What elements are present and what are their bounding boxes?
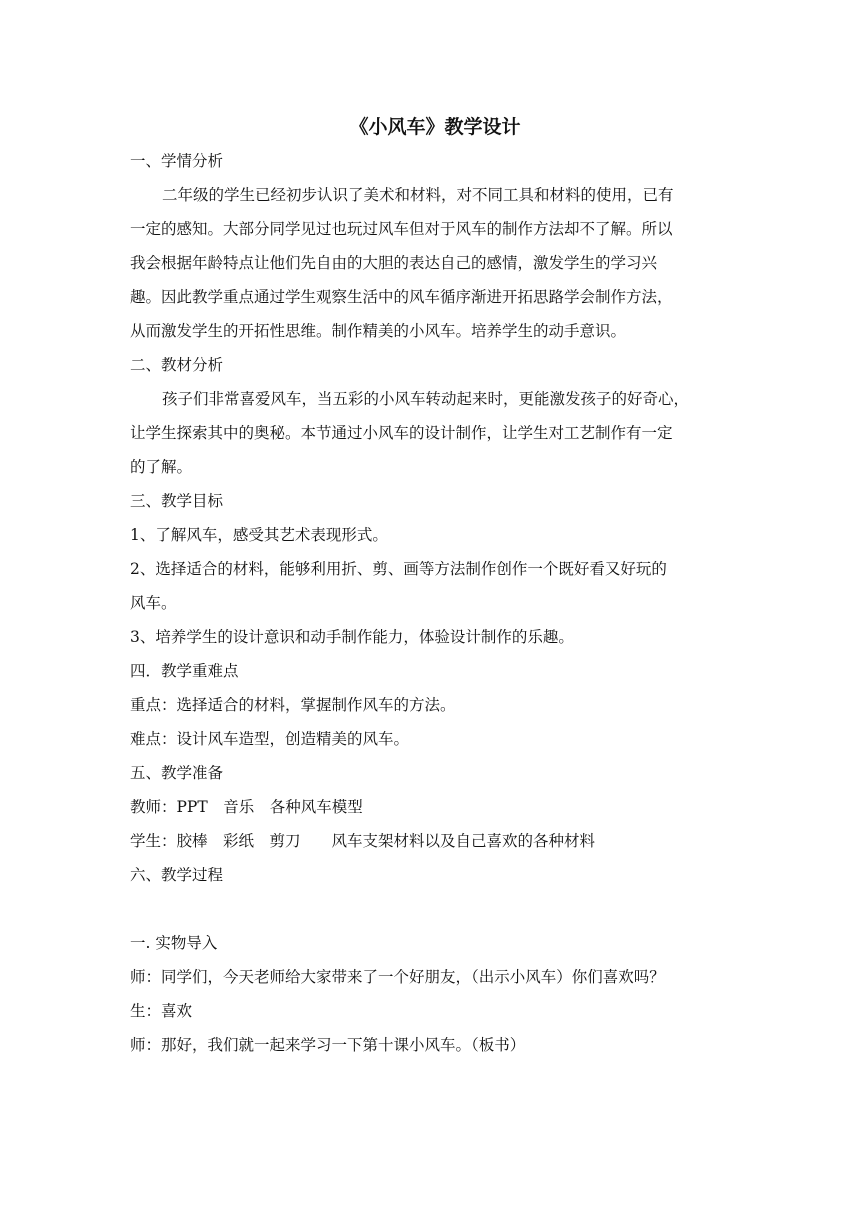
paragraph-line: 孩子们非常喜爱风车，当五彩的小风车转动起来时，更能激发孩子的好奇心， xyxy=(162,390,690,408)
dialogue-teacher: 师：同学们，今天老师给大家带来了一个好朋友，（出示小风车）你们喜欢吗？ xyxy=(130,968,665,986)
goal-item: 1、了解风车，感受其艺术表现形式。 xyxy=(130,526,388,544)
difficult-point: 难点：设计风车造型，创造精美的风车。 xyxy=(130,730,410,748)
paragraph-line: 一定的感知。大部分同学见过也玩过风车但对于风车的制作方法却不了解。所以 xyxy=(130,220,673,238)
document-title: 《小风车》教学设计 xyxy=(349,116,521,138)
key-point: 重点：选择适合的材料，掌握制作风车的方法。 xyxy=(130,696,456,714)
goal-item: 2、选择适合的材料，能够利用折、剪、画等方法制作创作一个既好看又好玩的 xyxy=(130,560,667,578)
paragraph-line: 的了解。 xyxy=(130,458,193,476)
section-heading-teaching-goals: 三、教学目标 xyxy=(130,492,224,510)
paragraph-line: 让学生探索其中的奥秘。本节通过小风车的设计制作，让学生对工艺制作有一定 xyxy=(130,424,673,442)
section-heading-learner-analysis: 一、学情分析 xyxy=(130,152,224,170)
teacher-preparation: 教师：PPT 音乐 各种风车模型 xyxy=(130,798,363,816)
section-heading-key-points: 四．教学重难点 xyxy=(130,662,239,680)
paragraph-line: 我会根据年龄特点让他们先自由的大胆的表达自己的感情，激发学生的学习兴 xyxy=(130,254,658,272)
document-page xyxy=(130,110,740,1062)
goal-item: 3、培养学生的设计意识和动手制作能力，体验设计制作的乐趣。 xyxy=(130,628,574,646)
section-heading-preparation: 五、教学准备 xyxy=(130,764,224,782)
section-heading-material-analysis: 二、教材分析 xyxy=(130,356,224,374)
section-heading-process: 六、教学过程 xyxy=(130,866,224,884)
student-preparation: 学生：胶棒 彩纸 剪刀 风车支架材料以及自己喜欢的各种材料 xyxy=(130,832,596,850)
paragraph-line: 二年级的学生已经初步认识了美术和材料，对不同工具和材料的使用，已有 xyxy=(162,186,674,204)
process-step-heading: 一. 实物导入 xyxy=(130,934,218,952)
dialogue-teacher: 师：那好，我们就一起来学习一下第十课小风车。（板书） xyxy=(130,1036,526,1054)
paragraph-line: 从而激发学生的开拓性思维。制作精美的小风车。培养学生的动手意识。 xyxy=(130,322,627,340)
paragraph-line: 趣。因此教学重点通过学生观察生活中的风车循序渐进开拓思路学会制作方法， xyxy=(130,288,673,306)
blank-line xyxy=(130,892,740,926)
goal-item-continuation: 风车。 xyxy=(130,594,177,612)
dialogue-student: 生：喜欢 xyxy=(130,1002,193,1020)
